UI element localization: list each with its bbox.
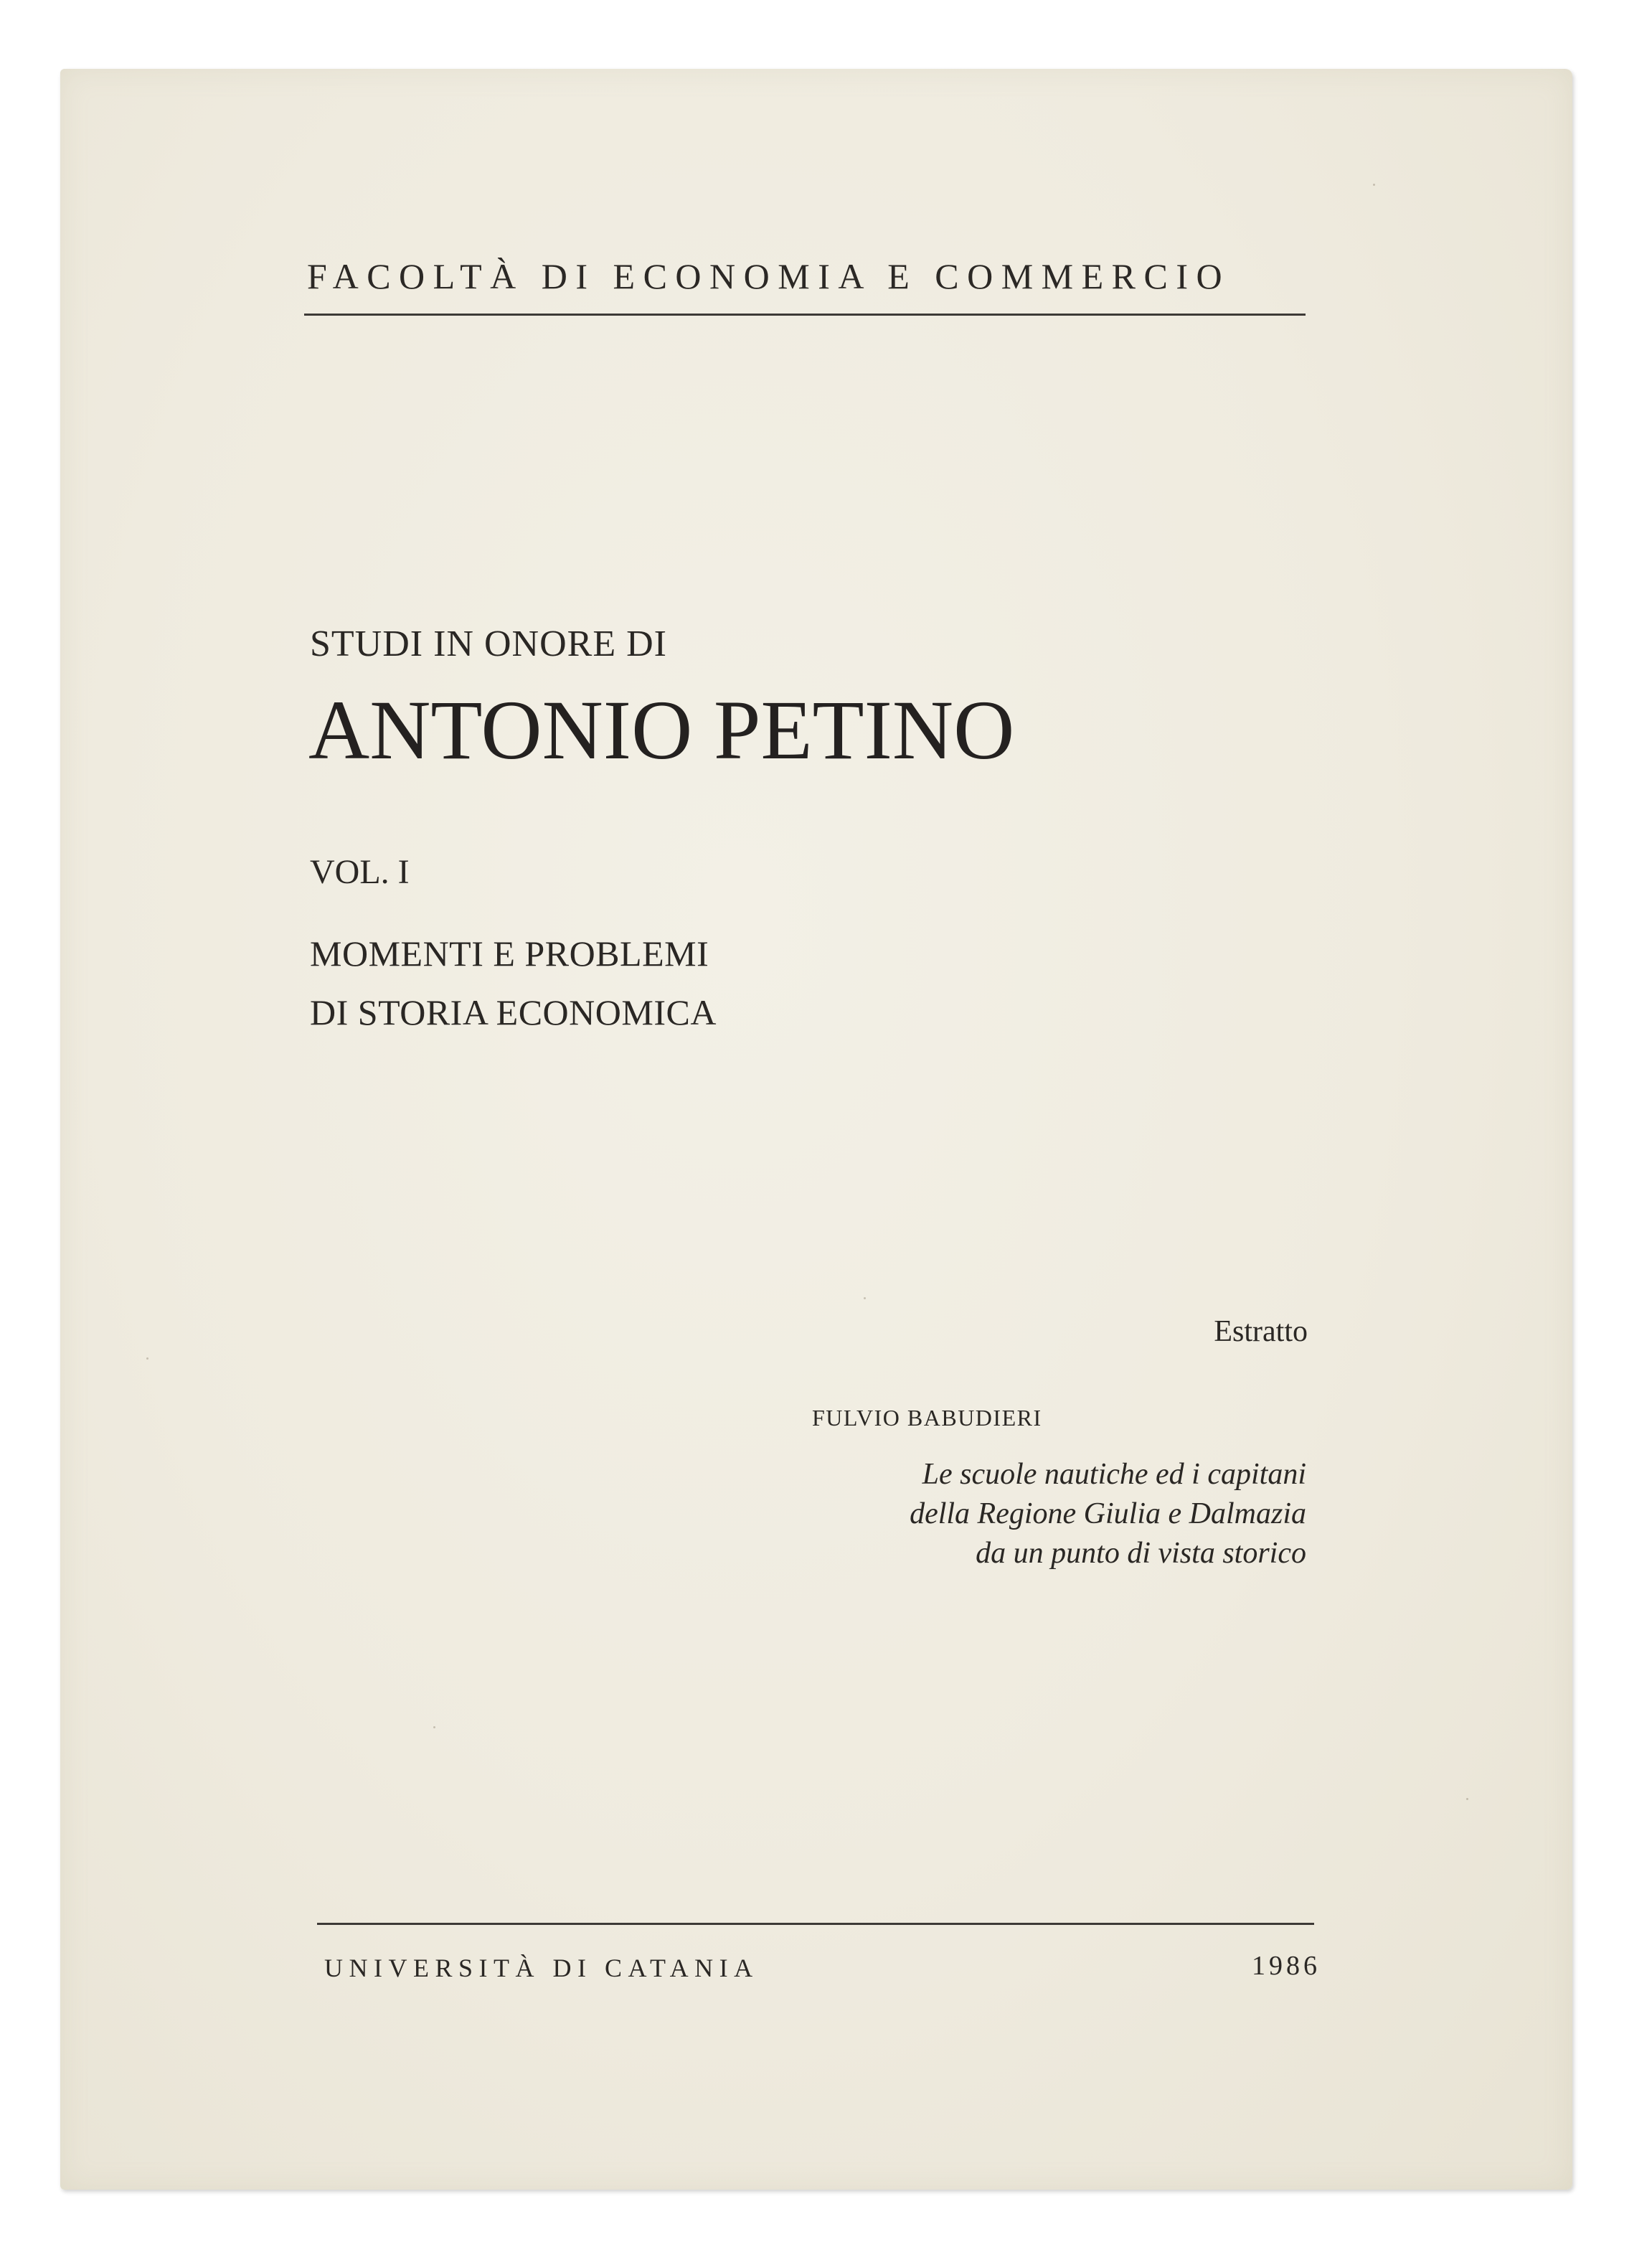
volume-topic-line-1: MOMENTI E PROBLEMI xyxy=(310,933,709,974)
volume-topic-line-2: DI STORIA ECONOMICA xyxy=(310,992,717,1032)
article-title xyxy=(910,1455,1306,1573)
article-title-line-3: da un punto di vista storico xyxy=(976,1537,1306,1570)
book-title: ANTONIO PETINO xyxy=(308,683,1015,777)
extract-label: Estratto xyxy=(1214,1315,1308,1348)
author-name: FULVIO BABUDIERI xyxy=(812,1405,1042,1431)
paper-speck xyxy=(1466,1798,1468,1800)
header-rule xyxy=(304,314,1306,316)
paper-speck xyxy=(146,1357,148,1360)
title-prefix: STUDI IN ONORE DI xyxy=(310,623,667,664)
volume-label: VOL. I xyxy=(310,853,410,891)
footer-rule xyxy=(317,1923,1314,1925)
paper-speck xyxy=(864,1297,866,1299)
faculty-heading: FACOLTÀ DI ECONOMIA E COMMERCIO xyxy=(307,256,1231,296)
article-title-line-2: della Regione Giulia e Dalmazia xyxy=(910,1497,1306,1530)
paper-speck xyxy=(433,1726,435,1728)
publisher-name: UNIVERSITÀ DI CATANIA xyxy=(324,1954,759,1982)
publication-year: 1986 xyxy=(1252,1951,1321,1981)
paper-speck xyxy=(1373,184,1375,186)
booklet-cover xyxy=(60,69,1572,2190)
article-title-line-1: Le scuole nautiche ed i capitani xyxy=(922,1458,1306,1491)
